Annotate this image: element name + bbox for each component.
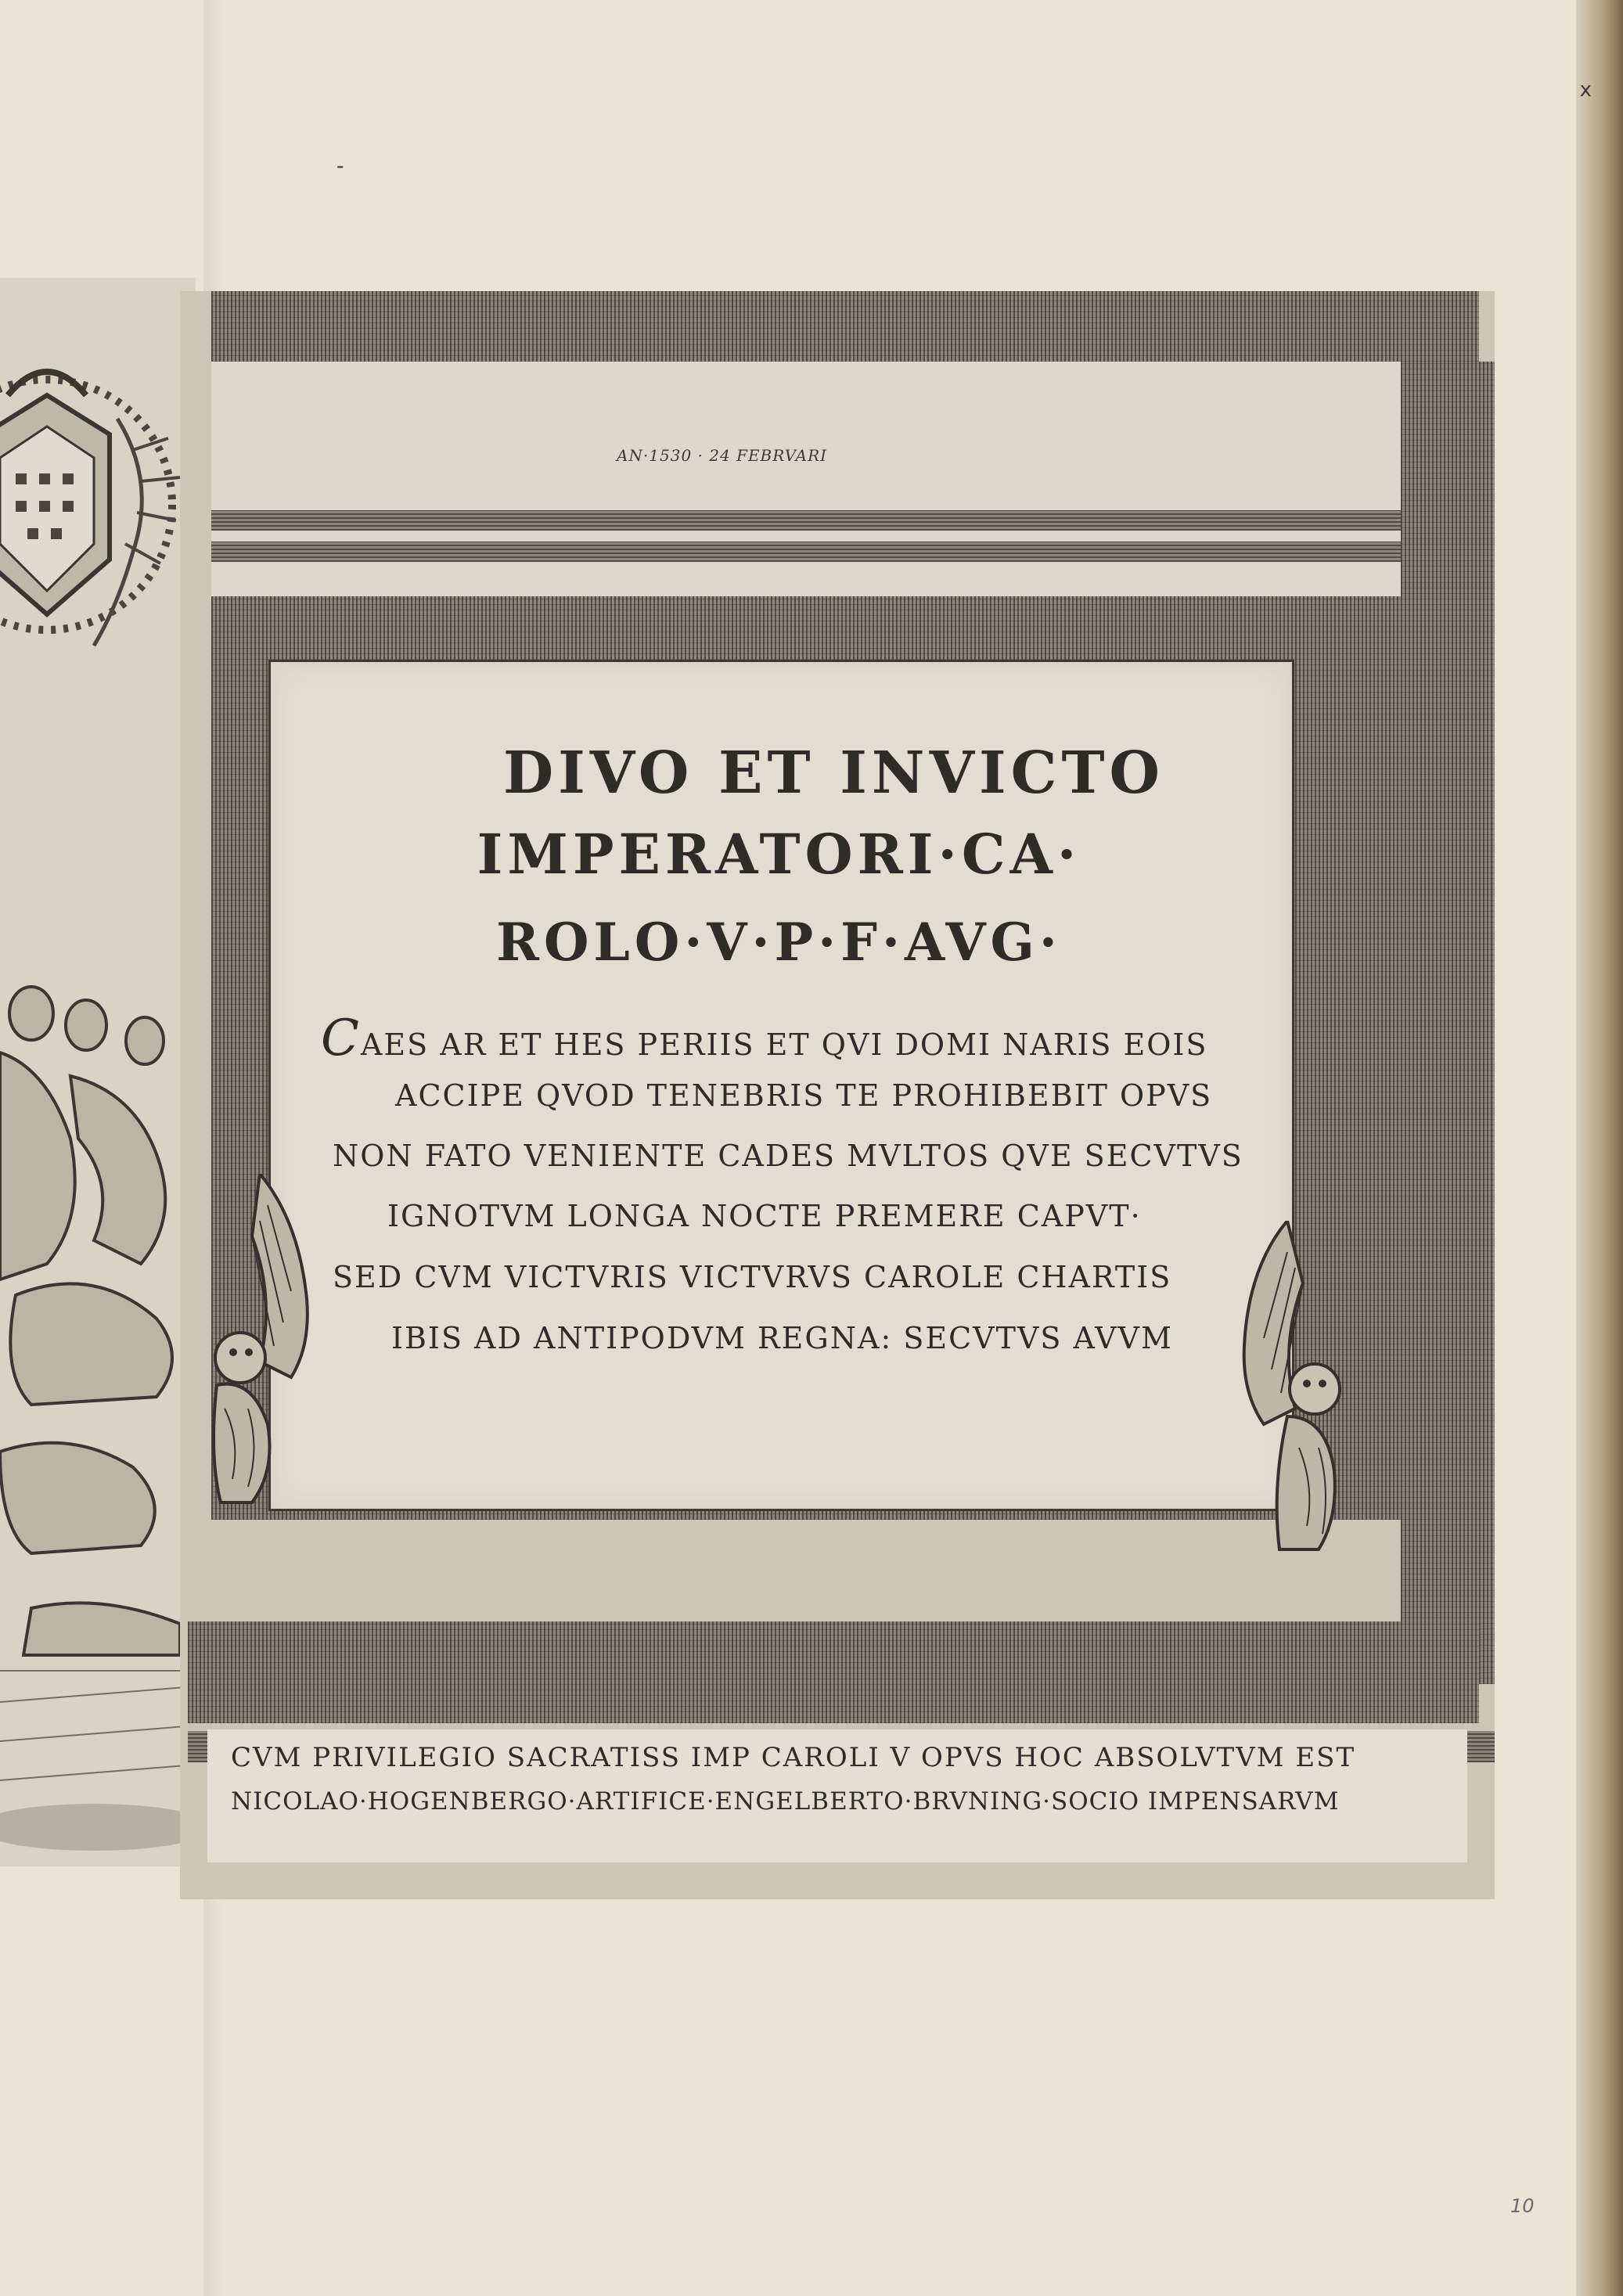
winged-lion-left <box>205 1174 322 1518</box>
corner-mark: x <box>1579 78 1592 102</box>
upper-molding-2 <box>211 542 1432 562</box>
coat-of-arms-emblem <box>0 372 180 646</box>
dedication-line-1: DIVO ET INVICTO <box>502 740 1165 807</box>
verse-line-3: NON FATO VENIENTE CADES MVLTOS QVE SECVTVS <box>333 1139 1243 1173</box>
battle-figures <box>0 987 180 1655</box>
page-number: 10 <box>1510 2195 1535 2217</box>
ink-speck: - <box>336 153 344 178</box>
verse-line-5: SED CVM VICTVRIS VICTVRVS CAROLE CHARTIS <box>333 1260 1172 1294</box>
verse-line-4: IGNOTVM LONGA NOCTE PREMERE CAPVT· <box>387 1199 1142 1233</box>
dedication-line-3: ROLO·V·P·F·AVG· <box>496 912 1062 973</box>
verse-line-2: ACCIPE QVOD TENEBRIS TE PROHIBEBIT OPVS <box>395 1078 1213 1113</box>
date-annotation: AN·1530 · 24 FEBRVARI <box>617 446 828 465</box>
verse-line-1: CAES AR ET HES PERIIS ET QVI DOMI NARIS EOIS <box>321 1009 1208 1067</box>
dedication-line-2: IMPERATORI·CA· <box>477 822 1081 887</box>
colophon-line-1: CVM PRIVILEGIO SACRATISS IMP CAROLI V OPVS HOC ABSOLVTVM EST <box>231 1742 1356 1773</box>
colophon-line-2: NICOLAO·HOGENBERGO·ARTIFICE·ENGELBERTO·BRVNING·SOCIO IMPENSARVM <box>231 1787 1340 1816</box>
adjoining-plate-fragment <box>0 278 196 1866</box>
base-band <box>188 1621 1479 1723</box>
battle-scene-illustration <box>0 278 196 1866</box>
verse-line-6: IBIS AD ANTIPODVM REGNA: SECVTVS AVVM <box>391 1321 1173 1355</box>
frame-cornice <box>211 291 1479 362</box>
upper-molding <box>211 510 1432 531</box>
book-binding-edge <box>1576 0 1623 2296</box>
winged-lion-right <box>1233 1221 1350 1565</box>
